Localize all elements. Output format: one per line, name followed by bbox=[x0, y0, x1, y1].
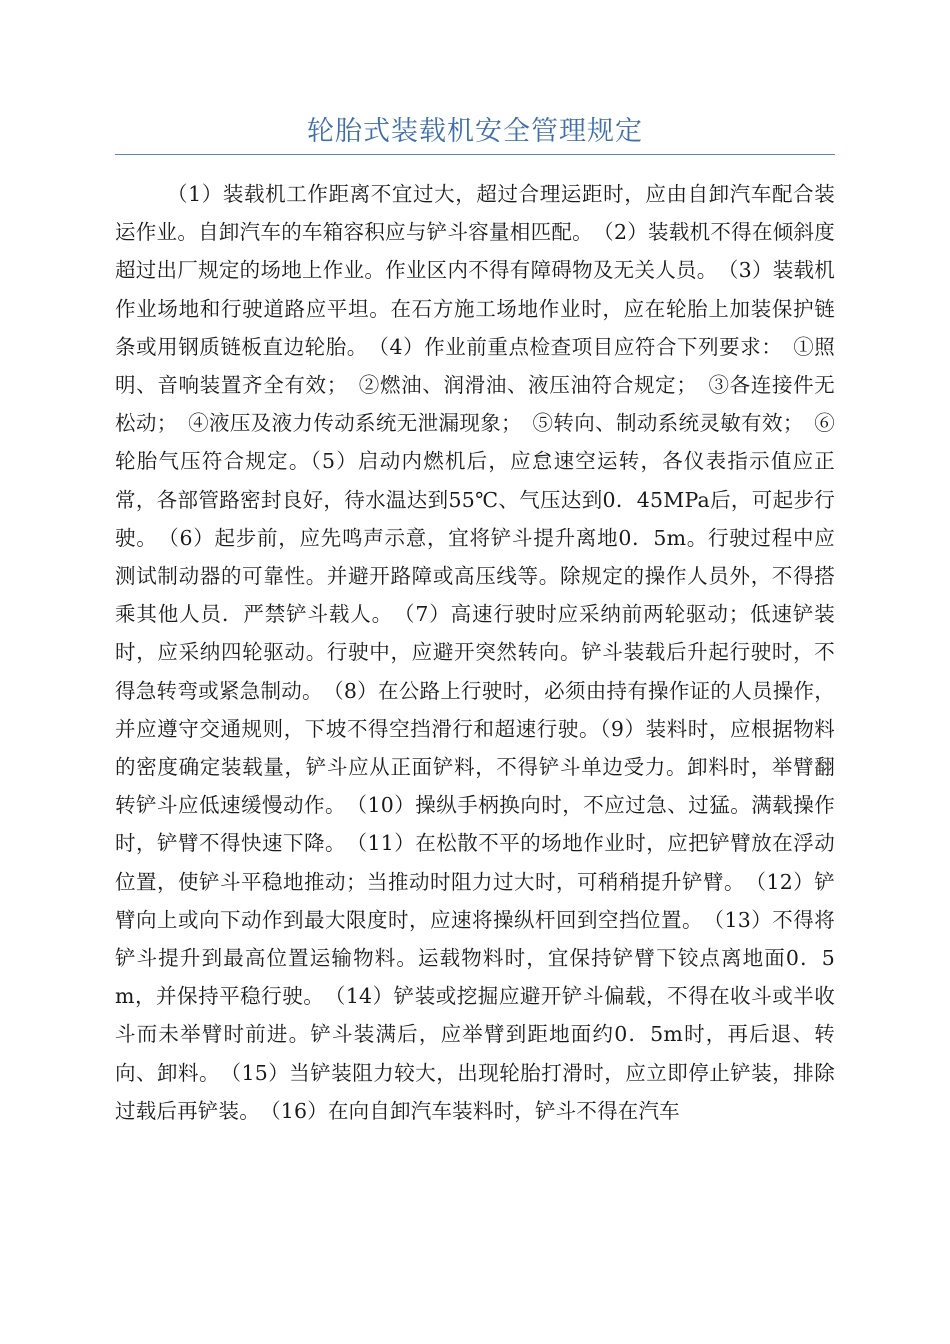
document-body-paragraph: （1）装载机工作距离不宜过大，超过合理运距时，应由自卸汽车配合装运作业。自卸汽车的车箱容积应与铲斗容量相匹配。 （2）装载机不得在倾斜度超过出厂规定的场地上作业。作业区内不得有障碍物及无关人员。 （3）装载机作业场地和行驶道路应平坦。在石方施工场地作业时，应在轮胎上加装保护链条或用钢质链板直边轮胎。 （4）作业前重点检查项目应符合下列要求： ①照明、音响装置齐全有效； ②燃油、润滑油、液压油符合规定； ③各连接件无松动； ④液压及液力传动系统无泄漏现象； ⑤转向、制动系统灵敏有效； ⑥轮胎气压符合规定。（5）启动内燃机后，应怠速空运转，各仪表指示值应正常，各部管路密封良好，待水温达到55℃、气压达到0．45MPa后，可起步行驶。 （6）起步前，应先鸣声示意，宜将铲斗提升离地0．5m。行驶过程中应测试制动器的可靠性。并避开路障或高压线等。除规定的操作人员外，不得搭乘其他人员．严禁铲斗载人。 （7）高速行驶时应采纳前两轮驱动；低速铲装时，应采纳四轮驱动。行驶中，应避开突然转向。铲斗装载后升起行驶时，不得急转弯或紧急制动。 （8）在公路上行驶时，必须由持有操作证的人员操作，并应遵守交通规则，下坡不得空挡滑行和超速行驶。（9）装料时，应根据物料的密度确定装载量，铲斗应从正面铲料，不得铲斗单边受力。卸料时，举臂翻转铲斗应低速缓慢动作。 （10）操纵手柄换向时，不应过急、过猛。满载操作时，铲臂不得快速下降。 （11）在松散不平的场地作业时，应把铲臂放在浮动位置，使铲斗平稳地推动；当推动时阻力过大时，可稍稍提升铲臂。 （12）铲臂向上或向下动作到最大限度时，应速将操纵杆回到空挡位置。 （13）不得将铲斗提升到最高位置运输物料。运载物料时，宜保持铲臂下铰点离地面0．5m，并保持平稳行驶。 （14）铲装或挖掘应避开铲斗偏载，不得在收斗或半收斗而未举臂时前进。铲斗装满后，应举臂到距地面约0．5m时，再后退、转向、卸料。 （15）当铲装阻力较大，出现轮胎打滑时，应立即停止铲装，排除过载后再铲装。 （16）在向自卸汽车装料时，铲斗不得在汽车 bbox=[115, 182, 835, 1123]
title-underline-divider bbox=[115, 154, 835, 155]
document-title: 轮胎式装载机安全管理规定 bbox=[307, 116, 643, 147]
